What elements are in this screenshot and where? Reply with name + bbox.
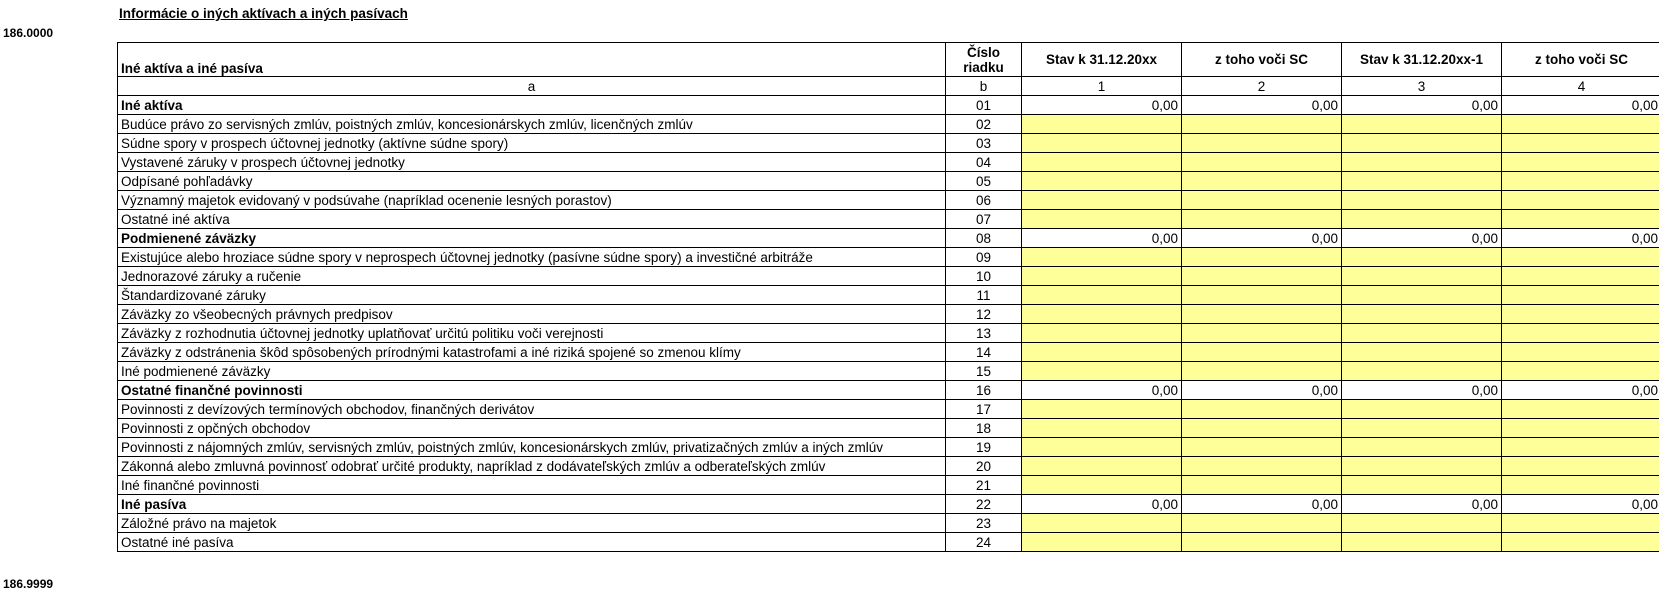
input-cell[interactable] [1342, 191, 1502, 210]
input-cell[interactable] [1022, 153, 1182, 172]
input-cell[interactable] [1342, 476, 1502, 495]
input-cell[interactable] [1182, 248, 1342, 267]
row-label: Štandardizované záruky [118, 286, 946, 305]
input-cell[interactable] [1502, 400, 1659, 419]
input-cell[interactable] [1022, 438, 1182, 457]
input-cell[interactable] [1022, 362, 1182, 381]
row-label: Jednorazové záruky a ručenie [118, 267, 946, 286]
input-cell[interactable] [1022, 476, 1182, 495]
input-cell[interactable] [1182, 172, 1342, 191]
header-col-4: z toho voči SC [1502, 43, 1659, 77]
input-cell[interactable] [1342, 400, 1502, 419]
input-cell[interactable] [1182, 210, 1342, 229]
input-cell[interactable] [1342, 438, 1502, 457]
input-cell[interactable] [1182, 362, 1342, 381]
input-cell[interactable] [1022, 343, 1182, 362]
sum-cell: 0,00 [1022, 495, 1182, 514]
input-cell[interactable] [1342, 362, 1502, 381]
input-cell[interactable] [1502, 134, 1659, 153]
input-cell[interactable] [1022, 533, 1182, 552]
input-cell[interactable] [1342, 248, 1502, 267]
input-cell[interactable] [1502, 248, 1659, 267]
sum-cell: 0,00 [1342, 381, 1502, 400]
row-label: Povinnosti z opčných obchodov [118, 419, 946, 438]
row-label: Povinnosti z devízových termínových obchodov, finančných derivátov [118, 400, 946, 419]
table-row [118, 438, 1659, 457]
input-cell[interactable] [1502, 514, 1659, 533]
row-label: Vystavené záruky v prospech účtovnej jednotky [118, 153, 946, 172]
row-label: Ostatné iné aktíva [118, 210, 946, 229]
input-cell[interactable] [1182, 457, 1342, 476]
row-number: 13 [946, 324, 1022, 343]
row-number: 18 [946, 419, 1022, 438]
input-cell[interactable] [1022, 210, 1182, 229]
input-cell[interactable] [1182, 153, 1342, 172]
input-cell[interactable] [1342, 457, 1502, 476]
row-label: Iné podmienené záväzky [118, 362, 946, 381]
row-label: Ostatné finančné povinnosti [118, 381, 946, 400]
sum-cell: 0,00 [1502, 96, 1659, 115]
row-label: Odpísané pohľadávky [118, 172, 946, 191]
row-number: 03 [946, 134, 1022, 153]
sum-cell: 0,00 [1182, 229, 1342, 248]
sum-cell: 0,00 [1182, 381, 1342, 400]
input-cell[interactable] [1022, 172, 1182, 191]
input-cell[interactable] [1502, 153, 1659, 172]
input-cell[interactable] [1342, 533, 1502, 552]
input-cell[interactable] [1502, 343, 1659, 362]
header-label: Iné aktíva a iné pasíva [118, 43, 946, 77]
input-cell[interactable] [1182, 305, 1342, 324]
input-cell[interactable] [1502, 286, 1659, 305]
table-row [118, 419, 1659, 438]
letter-2: 2 [1182, 77, 1342, 96]
row-number: 24 [946, 533, 1022, 552]
input-cell[interactable] [1502, 533, 1659, 552]
row-label: Iné aktíva [118, 96, 946, 115]
input-cell[interactable] [1342, 172, 1502, 191]
input-cell[interactable] [1182, 514, 1342, 533]
input-cell[interactable] [1502, 267, 1659, 286]
table-row [118, 362, 1659, 381]
input-cell[interactable] [1022, 324, 1182, 343]
row-label: Zákonná alebo zmluvná povinnosť odobrať určité produkty, napríklad z dodávateľských zmlúv a odberateľských zmlúv [118, 457, 946, 476]
section-row [118, 381, 1659, 400]
row-number: 02 [946, 115, 1022, 134]
input-cell[interactable] [1502, 324, 1659, 343]
table-row [118, 115, 1659, 134]
table-row [118, 134, 1659, 153]
input-cell[interactable] [1182, 267, 1342, 286]
table-row [118, 172, 1659, 191]
sum-cell: 0,00 [1022, 381, 1182, 400]
input-cell[interactable] [1022, 115, 1182, 134]
table-row [118, 476, 1659, 495]
row-label: Významný majetok evidovaný v podsúvahe (napríklad ocenenie lesných porastov) [118, 191, 946, 210]
input-cell[interactable] [1182, 533, 1342, 552]
input-cell[interactable] [1342, 343, 1502, 362]
input-cell[interactable] [1182, 419, 1342, 438]
row-number: 01 [946, 96, 1022, 115]
row-label: Iné finančné povinnosti [118, 476, 946, 495]
input-cell[interactable] [1182, 134, 1342, 153]
input-cell[interactable] [1182, 286, 1342, 305]
input-cell[interactable] [1502, 362, 1659, 381]
section-code-end: 186.9999 [3, 577, 54, 591]
input-cell[interactable] [1022, 286, 1182, 305]
sum-cell: 0,00 [1342, 229, 1502, 248]
table-row [118, 210, 1659, 229]
input-cell[interactable] [1342, 286, 1502, 305]
input-cell[interactable] [1182, 438, 1342, 457]
sum-cell: 0,00 [1342, 96, 1502, 115]
letter-1: 1 [1022, 77, 1182, 96]
row-number: 10 [946, 267, 1022, 286]
table-row [118, 191, 1659, 210]
input-cell[interactable] [1182, 400, 1342, 419]
letter-a: a [118, 77, 946, 96]
sum-cell: 0,00 [1182, 96, 1342, 115]
row-label: Záväzky z odstránenia škôd spôsobených prírodnými katastrofami a iné riziká spojené so zmenou klímy [118, 343, 946, 362]
row-number: 12 [946, 305, 1022, 324]
input-cell[interactable] [1342, 115, 1502, 134]
row-number: 16 [946, 381, 1022, 400]
row-label: Podmienené záväzky [118, 229, 946, 248]
input-cell[interactable] [1502, 172, 1659, 191]
sum-cell: 0,00 [1022, 229, 1182, 248]
input-cell[interactable] [1182, 476, 1342, 495]
letter-b: b [946, 77, 1022, 96]
row-number: 07 [946, 210, 1022, 229]
table-row [118, 248, 1659, 267]
letter-3: 3 [1342, 77, 1502, 96]
sum-cell: 0,00 [1502, 381, 1659, 400]
row-number: 11 [946, 286, 1022, 305]
row-label: Povinnosti z nájomných zmlúv, servisných zmlúv, poistných zmlúv, koncesionárskych zmlúv, privatizačných zmlúv a iných zmlúv [118, 438, 946, 457]
input-cell[interactable] [1022, 400, 1182, 419]
section-row [118, 229, 1659, 248]
table-row [118, 457, 1659, 476]
table-row [118, 343, 1659, 362]
input-cell[interactable] [1022, 457, 1182, 476]
row-number: 06 [946, 191, 1022, 210]
header-col-2: z toho voči SC [1182, 43, 1342, 77]
letter-4: 4 [1502, 77, 1659, 96]
row-label: Existujúce alebo hroziace súdne spory v neprospech účtovnej jednotky (pasívne súdne spory) a investičné arbitráže [118, 248, 946, 267]
table-row [118, 305, 1659, 324]
input-cell[interactable] [1342, 267, 1502, 286]
row-number: 14 [946, 343, 1022, 362]
sum-cell: 0,00 [1502, 495, 1659, 514]
row-label: Ostatné iné pasíva [118, 533, 946, 552]
input-cell[interactable] [1342, 324, 1502, 343]
header-row [118, 43, 1659, 77]
row-number: 22 [946, 495, 1022, 514]
table-row [118, 324, 1659, 343]
input-cell[interactable] [1502, 457, 1659, 476]
input-cell[interactable] [1502, 191, 1659, 210]
input-cell[interactable] [1342, 210, 1502, 229]
input-cell[interactable] [1022, 248, 1182, 267]
table-row [118, 400, 1659, 419]
table-row [118, 533, 1659, 552]
column-letter-row [118, 77, 1659, 96]
input-cell[interactable] [1022, 191, 1182, 210]
row-number: 20 [946, 457, 1022, 476]
input-cell[interactable] [1342, 514, 1502, 533]
input-cell[interactable] [1022, 134, 1182, 153]
section-row [118, 96, 1659, 115]
header-row-number: Číslo riadku [946, 43, 1022, 77]
input-cell[interactable] [1182, 115, 1342, 134]
input-cell[interactable] [1502, 419, 1659, 438]
input-cell[interactable] [1342, 305, 1502, 324]
row-label: Záložné právo na majetok [118, 514, 946, 533]
section-row [118, 495, 1659, 514]
row-number: 17 [946, 400, 1022, 419]
table-row [118, 153, 1659, 172]
row-number: 09 [946, 248, 1022, 267]
input-cell[interactable] [1182, 343, 1342, 362]
sum-cell: 0,00 [1502, 229, 1659, 248]
sum-cell: 0,00 [1022, 96, 1182, 115]
row-number: 05 [946, 172, 1022, 191]
table-row [118, 514, 1659, 533]
row-number: 15 [946, 362, 1022, 381]
row-label: Súdne spory v prospech účtovnej jednotky (aktívne súdne spory) [118, 134, 946, 153]
section-code-start: 186.0000 [3, 26, 54, 40]
row-label: Záväzky zo všeobecných právnych predpisov [118, 305, 946, 324]
row-number: 04 [946, 153, 1022, 172]
input-cell[interactable] [1022, 267, 1182, 286]
row-number: 21 [946, 476, 1022, 495]
input-cell[interactable] [1182, 191, 1342, 210]
row-number: 23 [946, 514, 1022, 533]
input-cell[interactable] [1342, 153, 1502, 172]
header-col-3: Stav k 31.12.20xx-1 [1342, 43, 1502, 77]
input-cell[interactable] [1342, 134, 1502, 153]
input-cell[interactable] [1022, 419, 1182, 438]
table-row [118, 286, 1659, 305]
input-cell[interactable] [1342, 419, 1502, 438]
row-label: Iné pasíva [118, 495, 946, 514]
input-cell[interactable] [1022, 305, 1182, 324]
sum-cell: 0,00 [1182, 495, 1342, 514]
input-cell[interactable] [1502, 305, 1659, 324]
input-cell[interactable] [1502, 210, 1659, 229]
sum-cell: 0,00 [1342, 495, 1502, 514]
row-label: Záväzky z rozhodnutia účtovnej jednotky uplatňovať určitú politiku voči verejnosti [118, 324, 946, 343]
input-cell[interactable] [1502, 115, 1659, 134]
row-label: Budúce právo zo servisných zmlúv, poistných zmlúv, koncesionárskych zmlúv, licenčných zmlúv [118, 115, 946, 134]
header-col-1: Stav k 31.12.20xx [1022, 43, 1182, 77]
row-number: 19 [946, 438, 1022, 457]
input-cell[interactable] [1502, 476, 1659, 495]
row-number: 08 [946, 229, 1022, 248]
input-cell[interactable] [1502, 438, 1659, 457]
input-cell[interactable] [1022, 514, 1182, 533]
table-row [118, 267, 1659, 286]
input-cell[interactable] [1182, 324, 1342, 343]
sheet-title: Informácie o iných aktívach a iných pasívach [119, 6, 408, 21]
assets-liabilities-table [117, 42, 1659, 552]
